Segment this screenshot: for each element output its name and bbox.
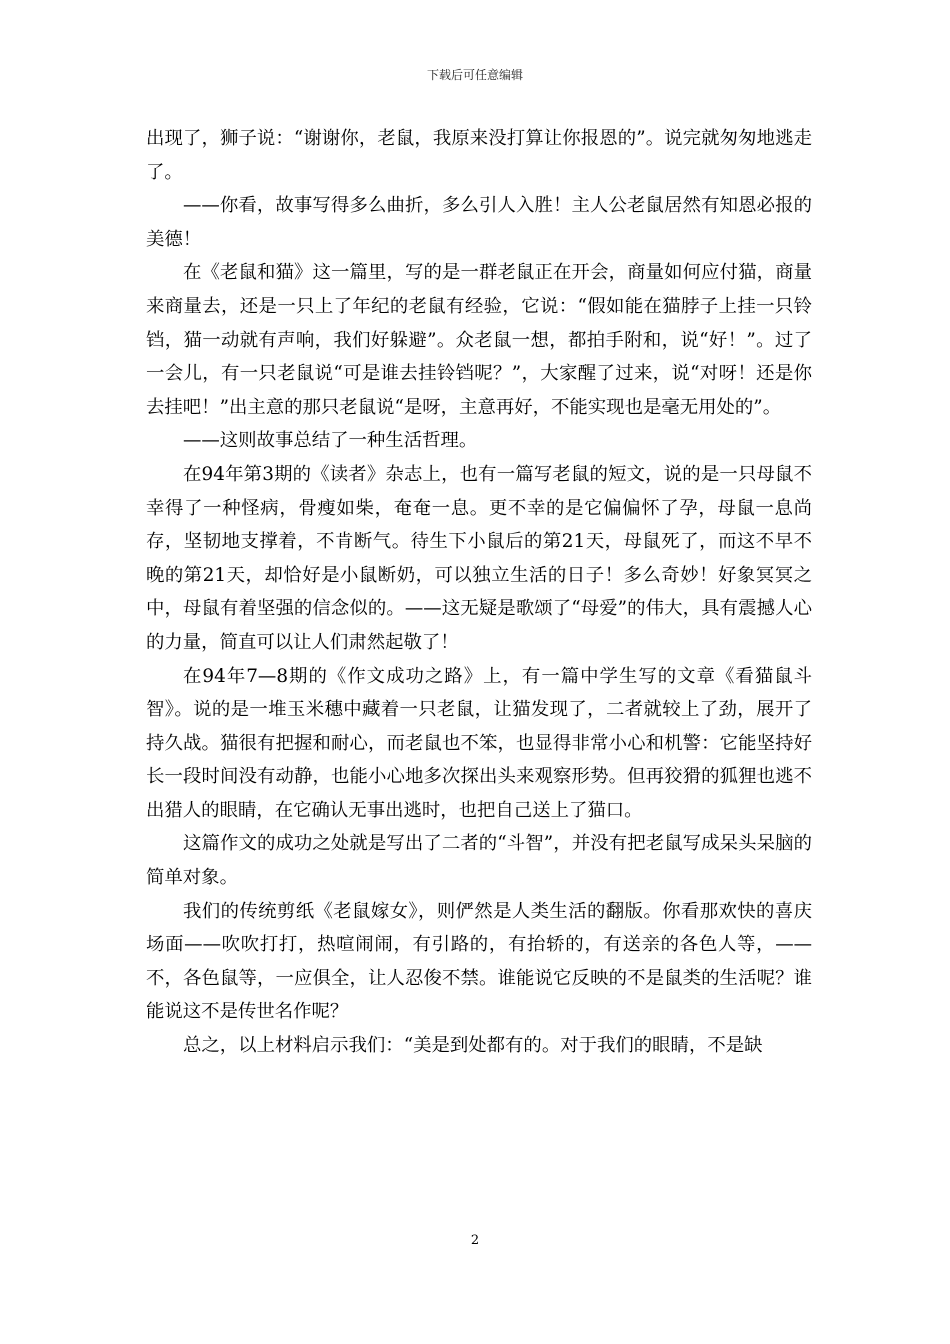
document-body — [146, 122, 812, 1063]
paragraph-8: 我们的传统剪纸《老鼠嫁女》，则俨然是人类生活的翻版。你看那欢快的喜庆场面——吹吹打打，热喧闹闹，有引路的，有抬轿的，有送亲的各色人等，——不，各色鼠等，一应俱全，让人忍俊不禁。谁能说它反映的不是鼠类的生活呢？谁能说这不是传世名作呢？ — [146, 900, 812, 1023]
page-number: 2 — [470, 1233, 480, 1248]
page-header: 下载后可任意编辑 — [426, 68, 523, 82]
paragraph-4: ——这则故事总结了一种生活哲理。 — [183, 430, 478, 452]
paragraph-7: 这篇作文的成功之处就是写出了二者的“斗智”，并没有把老鼠写成呆头呆脑的简单对象。 — [146, 833, 812, 889]
paragraph-1: 出现了，狮子说：“谢谢你，老鼠，我原来没打算让你报恩的”。说完就匆匆地逃走了。 — [146, 128, 812, 183]
paragraph-9: 总之，以上材料启示我们：“美是到处都有的。对于我们的眼睛，不是缺 — [183, 1035, 763, 1057]
paragraph-2: ——你看，故事写得多么曲折，多么引人入胜！主人公老鼠居然有知恩必报的美德！ — [146, 195, 812, 250]
paragraph-3: 在《老鼠和猫》这一篇里，写的是一群老鼠正在开会，商量如何应付猫，商量来商量去，还是一只上了年纪的老鼠有经验，它说：“假如能在猫脖子上挂一只铃铛，猫一动就有声响，我们好躲避”。众老鼠一想，都拍手附和，说“好！”。过了一会儿，有一只老鼠说“可是谁去挂铃铛呢？”，大家醒了过来，说“对呀！还是你去挂吧！”出主意的那只老鼠说“是呀，主意再好，不能实现也是毫无用处的”。 — [146, 262, 812, 418]
paragraph-5: 在94年第3期的《读者》杂志上，也有一篇写老鼠的短文，说的是一只母鼠不幸得了一种怪病，骨瘦如柴，奄奄一息。更不幸的是它偏偏怀了孕，母鼠一息尚存，坚韧地支撑着，不肯断气。待生下小鼠后的第21天，母鼠死了，而这不早不晚的第21天，却恰好是小鼠断奶，可以独立生活的日子！多么奇妙！好象冥冥之中，母鼠有着坚强的信念似的。——这无疑是歌颂了“母爱”的伟大，具有震撼人心的力量，简直可以让人们肃然起敬了！ — [146, 463, 812, 653]
paragraph-6: 在94年7—8期的《作文成功之路》上，有一篇中学生写的文章《看猫鼠斗智》。说的是一堆玉米穗中藏着一只老鼠，让猫发现了，二者就较上了劲，展开了持久战。猫很有把握和耐心，而老鼠也不笨，也显得非常小心和机警：它能坚持好长一段时间没有动静，也能小心地多次探出头来观察形势。但再狡猾的狐狸也逃不出猎人的眼睛，在它确认无事出逃时，也把自己送上了猫口。 — [146, 665, 812, 821]
